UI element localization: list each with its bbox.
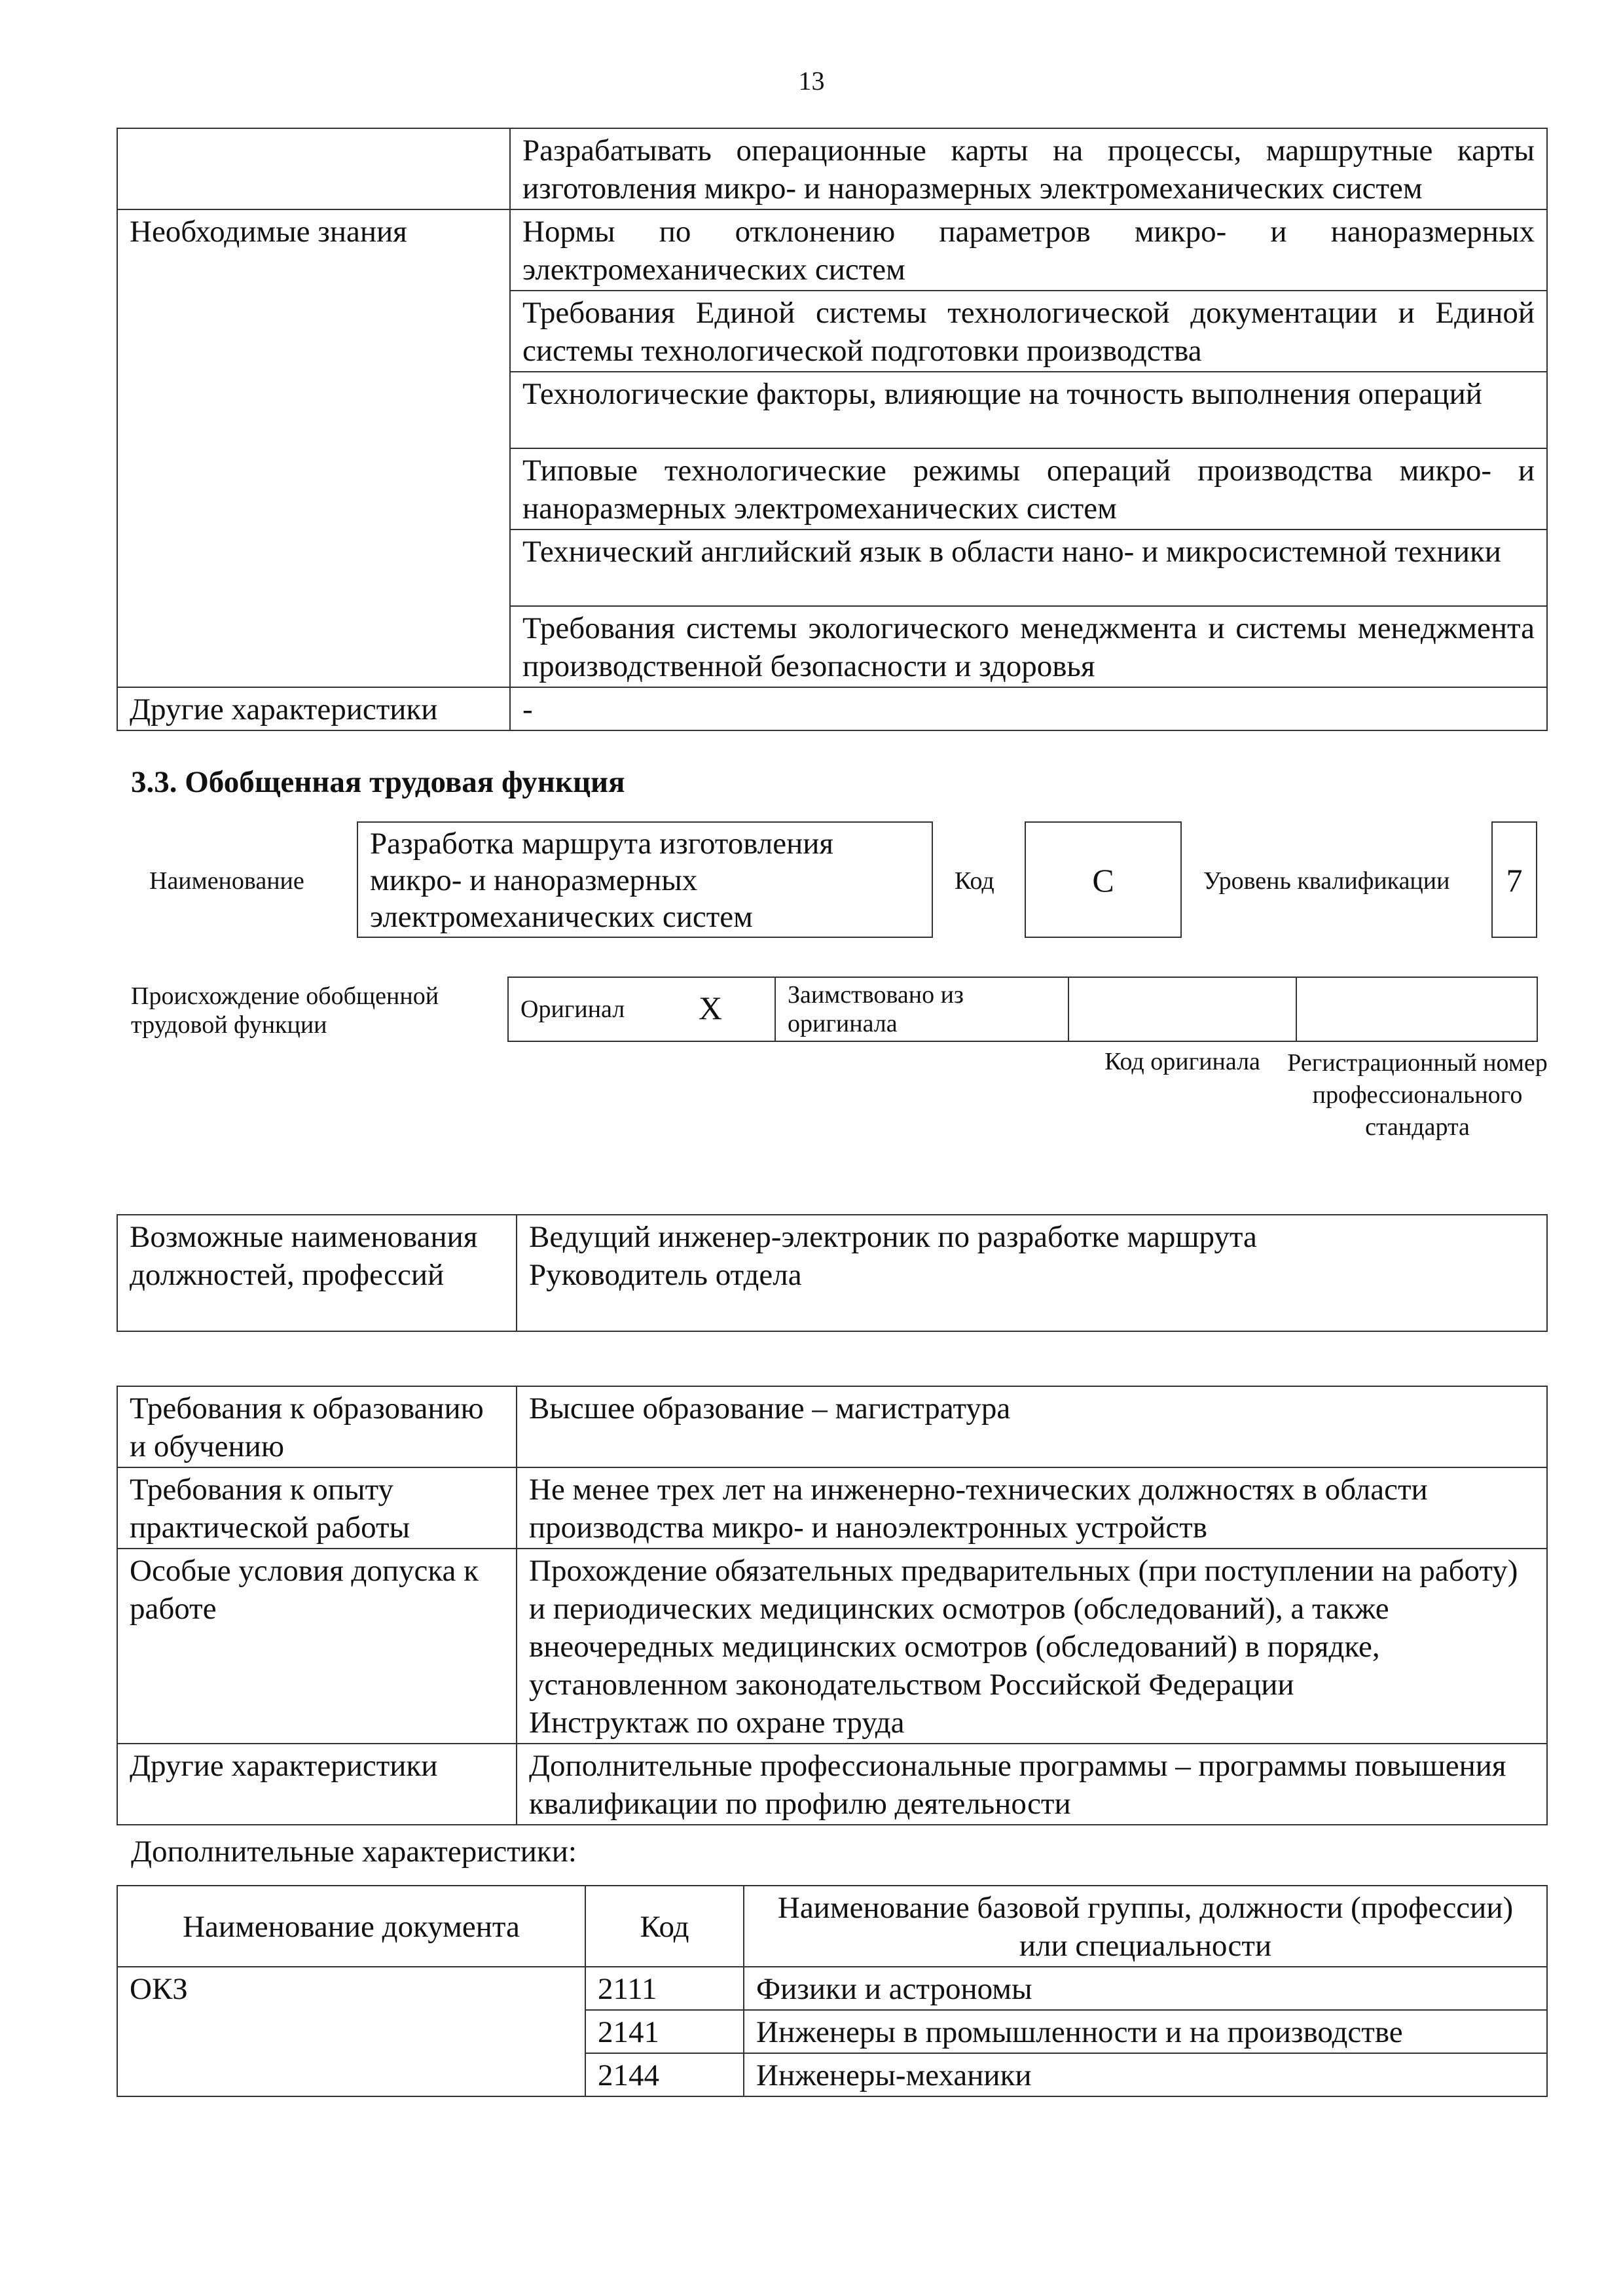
- origin-reg-box: [1296, 977, 1538, 1042]
- code-original-caption: Код оригинала: [1104, 1048, 1260, 1075]
- req-label: Требования к опыту практической работы: [117, 1467, 517, 1549]
- name-label: Наименование: [149, 867, 304, 895]
- code-value-box: [1025, 821, 1182, 938]
- row-value: Разрабатывать операционные карты на процессы, маршрутные карты изготовления микро- и наноразмерных электромеханических систем: [510, 128, 1547, 209]
- row-label: Другие характеристики: [117, 687, 510, 730]
- req-value-cell: [517, 1549, 1547, 1744]
- header-cell: Наименование документа: [117, 1886, 585, 1967]
- original-label: Оригинал: [520, 996, 625, 1023]
- origin-original-box: [507, 977, 776, 1042]
- requirements-table: [117, 1386, 1548, 1825]
- group-name-cell: Инженеры-механики: [744, 2053, 1547, 2096]
- positions-table: [117, 1214, 1548, 1332]
- req-value-2: Инструктаж по охране труда: [529, 1706, 905, 1740]
- req-label: Требования к образованию и обучению: [117, 1386, 517, 1467]
- level-value-box: [1491, 821, 1537, 938]
- req-value: Прохождение обязательных предварительных (при поступлении на работу) и периодических медицинских осмотров (обследований), а также внеочередных медицинских осмотров (обследований) в порядке, установленном законодательством Российской Федерации: [529, 1554, 1518, 1702]
- origin-borrowed-box: [775, 977, 1069, 1042]
- req-value: Высшее образование – магистратура: [517, 1386, 1547, 1467]
- row-value: Требования системы экологического менеджмента и системы менеджмента производственной безопасности и здоровья: [510, 606, 1547, 687]
- row-value: Нормы по отклонению параметров микро- и наноразмерных электромеханических систем: [510, 209, 1547, 291]
- row-value: Типовые технологические режимы операций производства микро- и наноразмерных электромеханических систем: [510, 448, 1547, 529]
- row-value: -: [510, 687, 1547, 730]
- req-value: Дополнительные профессиональные программы – программы повышения квалификации по профилю деятельности: [517, 1744, 1547, 1825]
- knowledge-table: [117, 128, 1548, 731]
- table-row: [117, 1744, 1547, 1825]
- level-label: Уровень квалификации: [1203, 867, 1450, 895]
- name-value: Разработка маршрута изготовления микро- и наноразмерных электромеханических систем: [370, 827, 834, 934]
- table-row: [117, 1549, 1547, 1744]
- doc-name-cell: ОКЗ: [117, 1967, 585, 2096]
- table-row: [117, 687, 1547, 730]
- header-cell: Код: [585, 1886, 744, 1967]
- code-label: Код: [955, 867, 994, 895]
- table-row: [117, 209, 1547, 291]
- table-row: [117, 1467, 1547, 1549]
- row-value: Технологические факторы, влияющие на точность выполнения операций: [510, 372, 1547, 448]
- row-label: Необходимые знания: [117, 209, 510, 687]
- row-label: [117, 128, 510, 209]
- group-name-cell: Инженеры в промышленности и на производстве: [744, 2010, 1547, 2053]
- req-label: Особые условия допуска к работе: [117, 1549, 517, 1744]
- original-mark: X: [699, 990, 723, 1026]
- position-item: Руководитель отдела: [529, 1258, 802, 1292]
- code-value: C: [1092, 862, 1114, 899]
- code-cell: 2144: [585, 2053, 744, 2096]
- header-cell: Наименование базовой группы, должности (профессии) или специальности: [744, 1886, 1547, 1967]
- table-row: [117, 1215, 1547, 1331]
- group-name-cell: Физики и астрономы: [744, 1967, 1547, 2010]
- table-row: [117, 128, 1547, 209]
- req-label: Другие характеристики: [117, 1744, 517, 1825]
- name-value-box: [357, 821, 933, 938]
- position-item: Ведущий инженер-электроник по разработке маршрута: [529, 1220, 1257, 1254]
- code-cell: 2111: [585, 1967, 744, 2010]
- section-heading: 3.3. Обобщенная трудовая функция: [131, 765, 625, 799]
- table-row: [117, 1967, 1547, 2010]
- origin-code-box: [1068, 977, 1297, 1042]
- additional-title: Дополнительные характеристики:: [131, 1835, 577, 1869]
- row-value: Требования Единой системы технологической документации и Единой системы технологической подготовки производства: [510, 291, 1547, 372]
- reg-number-caption: Регистрационный номер профессионального стандарта: [1287, 1049, 1548, 1141]
- positions-label: Возможные наименования должностей, профессий: [117, 1215, 517, 1331]
- page-number: 13: [798, 66, 825, 96]
- borrowed-label: Заимствовано из оригинала: [788, 981, 964, 1037]
- table-header-row: [117, 1886, 1547, 1967]
- code-cell: 2141: [585, 2010, 744, 2053]
- table-row: [117, 1386, 1547, 1467]
- row-value: Технический английский язык в области нано- и микросистемной техники: [510, 529, 1547, 606]
- level-value: 7: [1506, 862, 1523, 899]
- req-value: Не менее трех лет на инженерно-технических должностях в области производства микро- и наноэлектронных устройств: [517, 1467, 1547, 1549]
- additional-table: [117, 1885, 1548, 2097]
- origin-label: Происхождение обобщенной трудовой функции: [131, 982, 439, 1039]
- positions-values: [517, 1215, 1547, 1331]
